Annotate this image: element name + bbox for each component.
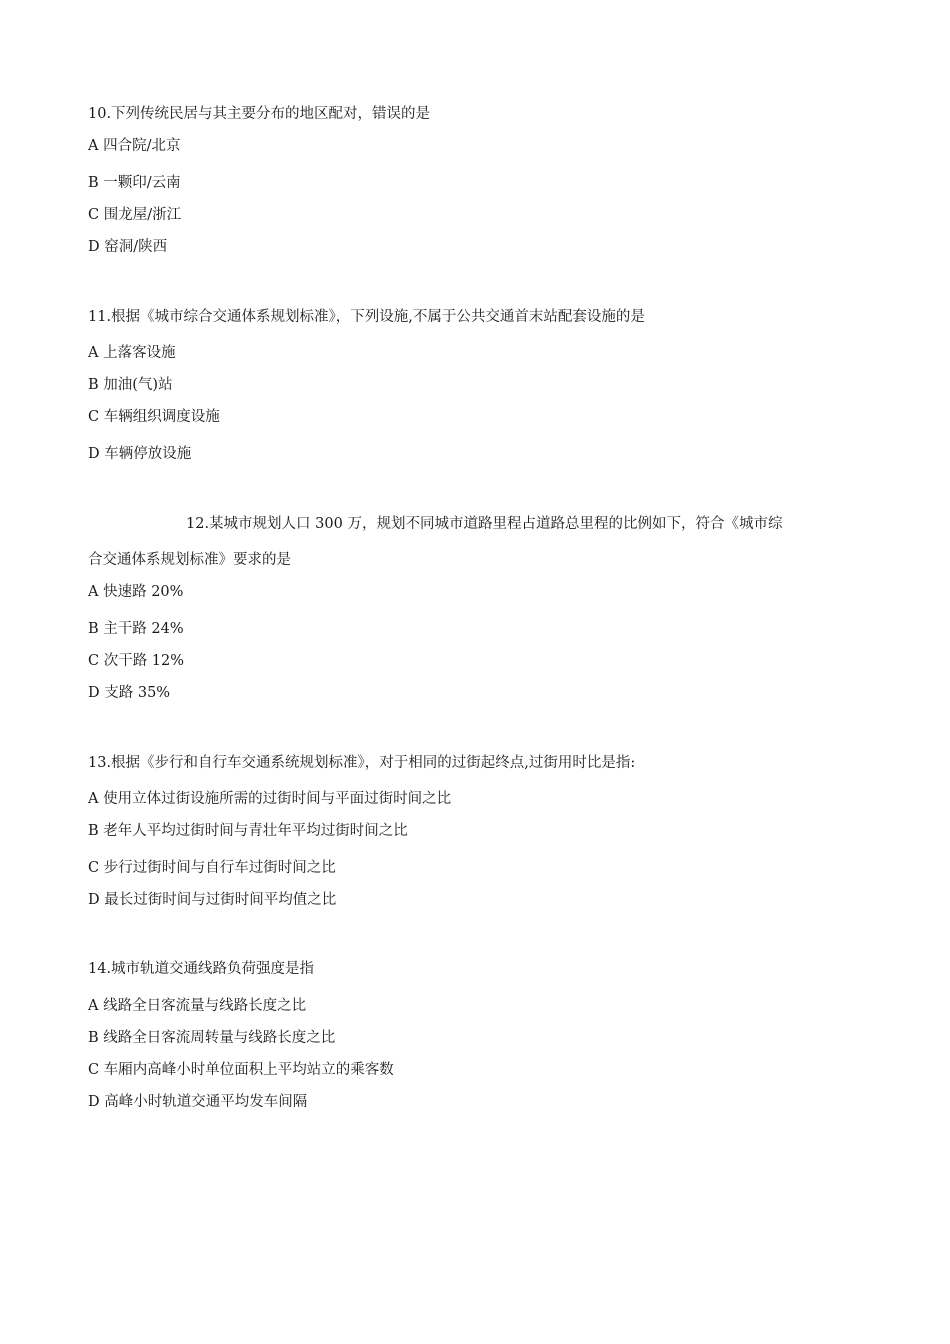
question-11-stem: 11.根据《城市综合交通体系规划标准》，下列设施,不属于公共交通首末站配套设施的是	[88, 309, 645, 325]
question-11-option-c: C 车辆组织调度设施	[88, 409, 220, 425]
question-13-stem: 13.根据《步行和自行车交通系统规划标准》，对于相同的过街起终点,过街用时比是指:	[88, 755, 636, 771]
question-12-option-b: B 主干路 24%	[88, 621, 184, 637]
question-14-option-c: C 车厢内高峰小时单位面积上平均站立的乘客数	[88, 1062, 394, 1078]
question-14-option-b: B 线路全日客流周转量与线路长度之比	[88, 1030, 336, 1046]
question-14-option-a: A 线路全日客流量与线路长度之比	[88, 998, 307, 1014]
question-12-option-c: C 次干路 12%	[88, 653, 185, 669]
question-13-option-a: A 使用立体过街设施所需的过街时间与平面过街时间之比	[88, 791, 452, 807]
question-10-option-c: C 围龙屋/浙江	[88, 207, 182, 223]
question-12-stem-continued: 合交通体系规划标准》要求的是	[88, 552, 291, 568]
question-12-stem: 12.某城市规划人口 300 万，规划不同城市道路里程占道路总里程的比例如下，符合《城市综	[186, 516, 783, 532]
question-11-option-b: B 加油(气)站	[88, 377, 173, 393]
question-10-option-b: B 一颗印/云南	[88, 175, 181, 191]
question-12-option-a: A 快速路 20%	[88, 584, 184, 600]
question-10-option-d: D 窑洞/陕西	[88, 239, 168, 255]
question-13-option-b: B 老年人平均过街时间与青壮年平均过街时间之比	[88, 823, 408, 839]
question-12-option-d: D 支路 35%	[88, 685, 171, 701]
question-11-option-a: A 上落客设施	[88, 345, 176, 361]
question-10-option-a: A 四合院/北京	[88, 138, 181, 154]
question-13-option-d: D 最长过街时间与过街时间平均值之比	[88, 892, 337, 908]
question-14-option-d: D 高峰小时轨道交通平均发车间隔	[88, 1094, 308, 1110]
question-13-option-c: C 步行过街时间与自行车过街时间之比	[88, 860, 336, 876]
question-11-option-d: D 车辆停放设施	[88, 446, 192, 462]
question-14-stem: 14.城市轨道交通线路负荷强度是指	[88, 961, 315, 977]
question-10-stem: 10.下列传统民居与其主要分布的地区配对，错误的是	[88, 106, 431, 122]
